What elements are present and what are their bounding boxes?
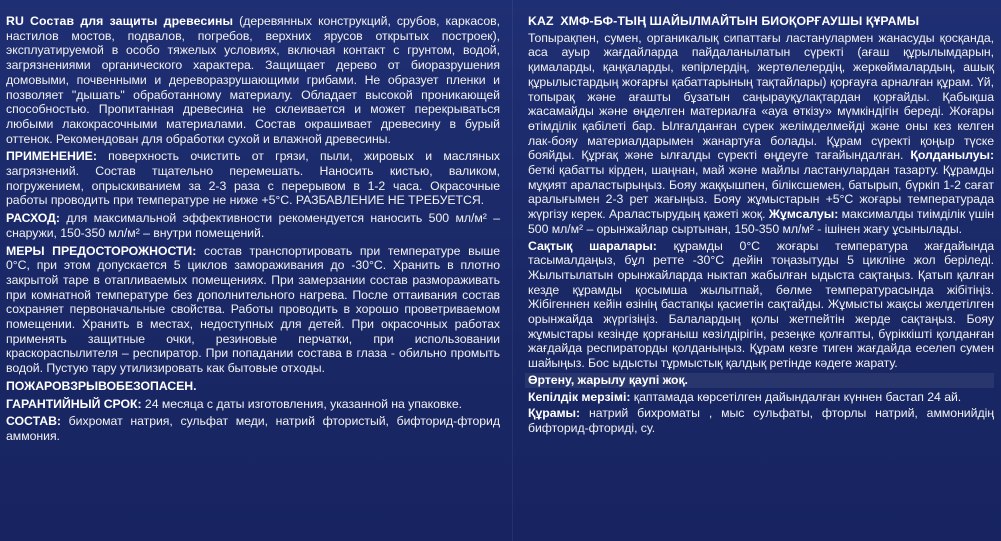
kz-consumption-label: Жұмсалуы:	[768, 207, 839, 222]
ru-application-text: поверхность очистить от грязи, пыли, жировых и масляных загрязнений. Состав тщательно перемешать. Наносить кистью, валиком, погружением, опрыскиванием за 2-3 раза с перерывом в 1-2 часа. Окрасочные работы проводить при температуре не ниже +5°С. РАЗБАВЛЕНИЕ НЕ ТРЕБУЕТСЯ.	[6, 149, 500, 208]
ru-intro-paragraph	[6, 14, 500, 146]
kz-composition-label: Құрамы:	[528, 406, 581, 421]
ru-warranty-text: 24 месяца с даты изготовления, указанной на упаковке.	[141, 396, 463, 411]
ru-warranty-label: ГАРАНТИЙНЫЙ СРОК:	[6, 396, 142, 411]
kz-product-title: ХМФ-БФ-ТЫҢ ШАЙЫЛМАЙТЫН БИОҚОРҒАУШЫ ҚҰРАМЫ	[560, 14, 920, 28]
ru-consumption-paragraph	[6, 211, 500, 240]
kz-intro-paragraph	[528, 31, 994, 237]
kz-consumption-text: максималды тиімділік үшін 500 мл/м² – орынжайлар сыртынан, 150-350 мл/м² - ішінен жағу ұсынылады.	[528, 207, 994, 236]
ru-precautions-text: состав транспортировать при температуре выше 0°С, при этом допускается 5 циклов замораживания до -30°С. Хранить в плотно закрытой таре в отапливаемых помещениях. При замерзании состав размораживать при комнатной температуре без дополнительного нагрева. После оттаивания состав сохраняет первоначальные свойства. Работы проводить в хорошо проветриваемом помещении. Хранить в местах, недоступных для детей. При окрасочных работах применять защитные очки, резиновые перчатки, при использовании краскораспылителя – респиратор. При попадании состава в глаза - обильно промыть водой. Пустую тару утилизировать как бытовые отходы.	[6, 243, 501, 376]
column-divider	[512, 0, 513, 541]
ru-composition-paragraph	[6, 414, 500, 443]
ru-precautions-paragraph	[6, 244, 500, 376]
ru-fire-safety: ПОЖАРОВЗРЫВОБЕЗОПАСЕН.	[6, 378, 197, 393]
ru-intro-text: (деревянных конструкций, срубов, каркасов, настилов мостов, подвалов, погребов, верхних ярусов открытых построек), эксплуатируемой в особо тяжелых условиях, включая контакт с грунтом, водой, загрязнениями органического характера. Защищает дерево от биоразрушения домовыми, почвенными и дереворазрушающими грибами. Не образует пленки и позволяет "дышать" обработанному материалу. Обладает высокой проникающей способностью. Пропитанная древесина не склеивается и может перекрываться любыми лакокрасочными материалами. Состав окрашивает древесину в бурый оттенок. Рекомендован для обработки сухой и влажной древесины.	[6, 14, 500, 146]
kz-warranty-paragraph	[528, 390, 994, 405]
ru-application-paragraph	[6, 149, 500, 208]
kz-intro-text: Топырақпен, сумен, органикалық сипаттағы ластанулармен жанасуды қосқанда, аса ауыр жағдайларда пайдаланылатын сүректі (ағаш құрылымдарын, қималарды, қаңқаларды, көпірлердің, жертөлелердің, жеркөймалардың, ашық құрылыстардың жоғарғы қабаттарының тақтайлары) қорғауға арналған құрам. Үй, топырақ және ағашты бұзатын саңырауқұлақтардан қорғайды. Қабықша жасамайды және өңделген материалға «ауа өткізу» мүмкіндігін береді. Жоғары өтімділік қабілеті бар. Ылғалданған сүрек желімделмейді және оны кез келген лак-бояу материалдарымен жанартуға болады. Құрам сүректі қоңыр түске бояйды. Құрғақ және ылғалды сүректі өңдеуге тағайындалған.	[528, 30, 994, 163]
kz-title-paragraph	[528, 14, 994, 29]
ru-composition-label: СОСТАВ:	[6, 414, 61, 429]
kz-application-text: беткі қабатты кірден, шаңнан, май және майлы ластанулардан тазарту. Құрамды мұқият араластырыңыз. Бояу жаққышпен, біліксшемен, батырып, бүркіп 1-2 сағат аралығымен 2-3 рет жағыңыз. Бояу жұмыстарын +5°С жоғары температурада жүргізу керек. Араластырудың қажеті жоқ.	[528, 163, 994, 222]
ru-consumption-text: для максимальной эффективности рекомендуется наносить 500 мл/м² – снаружи, 150-350 мл/м² – внутри помещений.	[6, 211, 500, 240]
kz-precautions-text: құрамды 0°С жоғары температура жағдайында тасымалдаңыз, бұл ретте -30°С дейін тоңазытуды 5 цикліне жол беріледі. Жылытылатын орынжайларда ныктап жабылған ыдыста сақтаңыз. Қатып қалған кезде құрамды қосымша жылытпай, бөлме температурасында жібітіңіз. Жібігеннен кейін өзінің бастапқы қасиетін сақтайды. Жұмысты жақсы желдетілген орынжайда жүргізіңіз. Балалардың қолы жетпейтін жерде сақтаңыз. Бояу жұмыстары кезінде қорғаныш көзілдірігін, резеңке қолғапты, бүріккішті қолданған жағдайда респираторды қолданыңыз. Құрам көзге тиген жағдайда еселеп сумен шайыңыз. Бос ыдысты тұрмыстық қалдық ретінде кәдеге жарату.	[528, 238, 994, 371]
kz-precautions-label: Сақтық шаралары:	[528, 238, 657, 253]
kazakh-column	[528, 14, 994, 541]
kz-language-code: KAZ	[528, 14, 554, 28]
kz-composition-paragraph	[528, 406, 994, 435]
kz-precautions-paragraph	[528, 239, 994, 371]
ru-precautions-label: МЕРЫ ПРЕДОСТОРОЖНОСТИ:	[6, 243, 197, 258]
kz-application-label: Қолданылуы:	[910, 148, 994, 163]
ru-language-code: RU	[6, 14, 24, 28]
russian-column	[6, 14, 500, 541]
ru-consumption-label: РАСХОД:	[6, 211, 60, 226]
ru-fire-safety-paragraph	[6, 379, 500, 394]
kz-fire-safety-paragraph	[528, 373, 994, 388]
ru-composition-text: бихромат натрия, сульфат меди, натрий фтористый, бифторид-фторид аммония.	[6, 414, 500, 443]
kz-fire-safety: Өртену, жарылу қаупі жоқ.	[525, 373, 994, 388]
ru-warranty-paragraph	[6, 397, 500, 412]
ru-application-label: ПРИМЕНЕНИЕ:	[6, 149, 97, 164]
kz-warranty-label: Кепілдік мерзімі:	[528, 389, 631, 404]
ru-product-title: Состав для защиты древесины	[30, 14, 234, 28]
kz-warranty-text: қаптамада көрсетілген дайындалған күннен бастап 24 ай.	[630, 389, 962, 404]
kz-composition-text: натрий бихроматы , мыс сульфаты, фторлы натрий, аммонийдің бифторид-фториді, су.	[528, 406, 994, 435]
